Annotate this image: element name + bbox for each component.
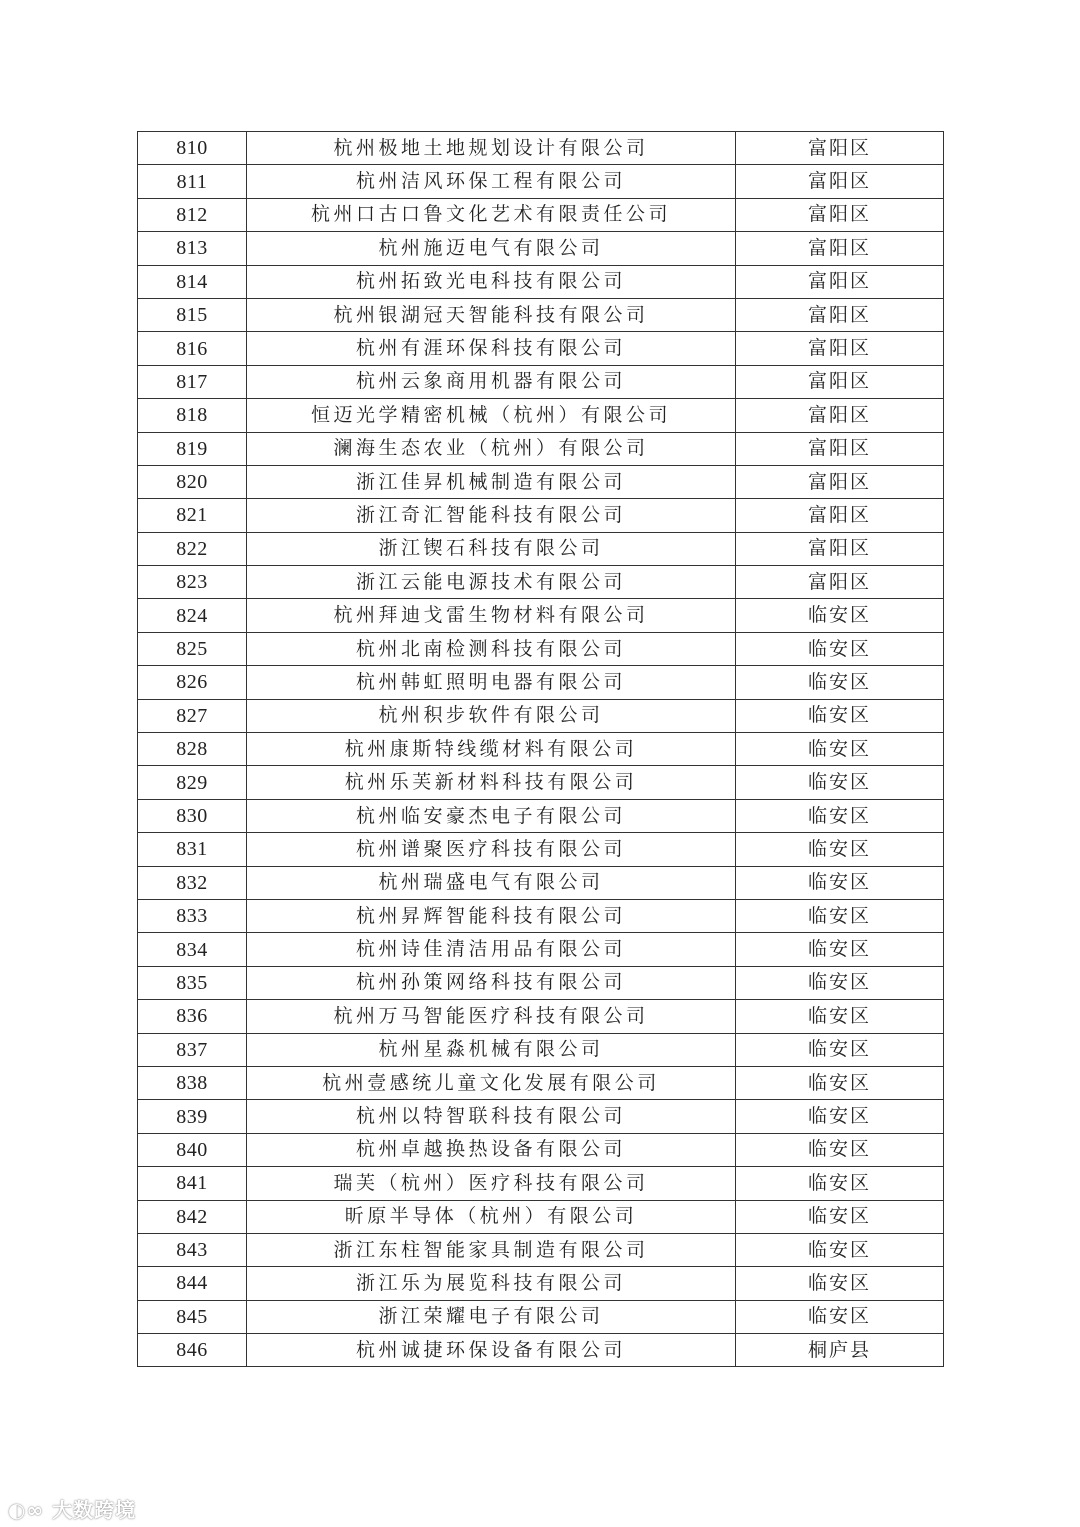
row-number: 837 xyxy=(138,1033,247,1066)
watermark-logo: ◐∞ 大数跨境 xyxy=(8,1498,137,1522)
company-name: 浙江奇汇智能科技有限公司 xyxy=(247,499,736,532)
company-name: 浙江荣耀电子有限公司 xyxy=(247,1300,736,1333)
company-name: 杭州星淼机械有限公司 xyxy=(247,1033,736,1066)
company-name: 杭州谱聚医疗科技有限公司 xyxy=(247,833,736,866)
table-row xyxy=(138,599,944,632)
row-number: 818 xyxy=(138,399,247,432)
district: 临安区 xyxy=(736,733,944,766)
company-name: 昕原半导体（杭州）有限公司 xyxy=(247,1200,736,1233)
table-row xyxy=(138,298,944,331)
company-name: 杭州口古口鲁文化艺术有限责任公司 xyxy=(247,198,736,231)
table-row xyxy=(138,265,944,298)
district: 富阳区 xyxy=(736,432,944,465)
table-row xyxy=(138,966,944,999)
district: 临安区 xyxy=(736,1133,944,1166)
table-row xyxy=(138,532,944,565)
row-number: 817 xyxy=(138,365,247,398)
row-number: 821 xyxy=(138,499,247,532)
row-number: 839 xyxy=(138,1100,247,1133)
row-number: 833 xyxy=(138,899,247,932)
row-number: 824 xyxy=(138,599,247,632)
table-row xyxy=(138,499,944,532)
row-number: 843 xyxy=(138,1233,247,1266)
company-name: 杭州拓致光电科技有限公司 xyxy=(247,265,736,298)
table-row xyxy=(138,566,944,599)
district: 临安区 xyxy=(736,799,944,832)
table-row xyxy=(138,933,944,966)
company-name: 杭州万马智能医疗科技有限公司 xyxy=(247,1000,736,1033)
company-name: 杭州孙策网络科技有限公司 xyxy=(247,966,736,999)
row-number: 834 xyxy=(138,933,247,966)
district: 富阳区 xyxy=(736,132,944,165)
row-number: 822 xyxy=(138,532,247,565)
district: 富阳区 xyxy=(736,165,944,198)
company-name: 杭州壹感统儿童文化发展有限公司 xyxy=(247,1066,736,1099)
table-row xyxy=(138,799,944,832)
table-row xyxy=(138,1300,944,1333)
company-name: 浙江东柱智能家具制造有限公司 xyxy=(247,1233,736,1266)
district: 临安区 xyxy=(736,1066,944,1099)
table-row xyxy=(138,866,944,899)
table-row xyxy=(138,1200,944,1233)
table-row xyxy=(138,1133,944,1166)
table-row xyxy=(138,1033,944,1066)
company-name: 恒迈光学精密机械（杭州）有限公司 xyxy=(247,399,736,432)
company-name: 杭州洁风环保工程有限公司 xyxy=(247,165,736,198)
company-name: 浙江云能电源技术有限公司 xyxy=(247,566,736,599)
company-name: 杭州以特智联科技有限公司 xyxy=(247,1100,736,1133)
district: 富阳区 xyxy=(736,566,944,599)
district: 临安区 xyxy=(736,933,944,966)
row-number: 823 xyxy=(138,566,247,599)
district: 富阳区 xyxy=(736,465,944,498)
table-row xyxy=(138,1233,944,1266)
district: 富阳区 xyxy=(736,198,944,231)
table-row xyxy=(138,899,944,932)
company-name: 杭州施迈电气有限公司 xyxy=(247,232,736,265)
table-row xyxy=(138,1100,944,1133)
company-name: 杭州诗佳清洁用品有限公司 xyxy=(247,933,736,966)
row-number: 841 xyxy=(138,1167,247,1200)
table-row xyxy=(138,1267,944,1300)
company-name: 浙江乐为展览科技有限公司 xyxy=(247,1267,736,1300)
district: 临安区 xyxy=(736,1267,944,1300)
row-number: 812 xyxy=(138,198,247,231)
table-row xyxy=(138,632,944,665)
table-row xyxy=(138,699,944,732)
district: 临安区 xyxy=(736,1033,944,1066)
table-row xyxy=(138,1066,944,1099)
table-row xyxy=(138,132,944,165)
district: 临安区 xyxy=(736,866,944,899)
table-row xyxy=(138,833,944,866)
row-number: 842 xyxy=(138,1200,247,1233)
district: 临安区 xyxy=(736,632,944,665)
table-row xyxy=(138,365,944,398)
row-number: 810 xyxy=(138,132,247,165)
row-number: 825 xyxy=(138,632,247,665)
table-row xyxy=(138,666,944,699)
table-row xyxy=(138,198,944,231)
row-number: 844 xyxy=(138,1267,247,1300)
company-name: 杭州康斯特线缆材料有限公司 xyxy=(247,733,736,766)
district: 临安区 xyxy=(736,699,944,732)
row-number: 840 xyxy=(138,1133,247,1166)
company-name: 杭州有涯环保科技有限公司 xyxy=(247,332,736,365)
district: 临安区 xyxy=(736,1167,944,1200)
company-name: 杭州积步软件有限公司 xyxy=(247,699,736,732)
company-name: 杭州乐芙新材料科技有限公司 xyxy=(247,766,736,799)
company-name: 浙江锲石科技有限公司 xyxy=(247,532,736,565)
district: 桐庐县 xyxy=(736,1334,944,1367)
district: 富阳区 xyxy=(736,298,944,331)
row-number: 832 xyxy=(138,866,247,899)
row-number: 845 xyxy=(138,1300,247,1333)
district: 富阳区 xyxy=(736,265,944,298)
row-number: 820 xyxy=(138,465,247,498)
row-number: 816 xyxy=(138,332,247,365)
district: 富阳区 xyxy=(736,532,944,565)
company-name: 澜海生态农业（杭州）有限公司 xyxy=(247,432,736,465)
table-row xyxy=(138,232,944,265)
row-number: 815 xyxy=(138,298,247,331)
row-number: 819 xyxy=(138,432,247,465)
row-number: 811 xyxy=(138,165,247,198)
company-list-table xyxy=(137,131,944,1367)
row-number: 830 xyxy=(138,799,247,832)
company-name: 杭州韩虹照明电器有限公司 xyxy=(247,666,736,699)
company-name: 杭州银湖冠天智能科技有限公司 xyxy=(247,298,736,331)
district: 临安区 xyxy=(736,1000,944,1033)
table-row xyxy=(138,1167,944,1200)
district: 临安区 xyxy=(736,1200,944,1233)
row-number: 838 xyxy=(138,1066,247,1099)
company-name: 杭州云象商用机器有限公司 xyxy=(247,365,736,398)
company-name: 浙江佳昇机械制造有限公司 xyxy=(247,465,736,498)
district: 临安区 xyxy=(736,833,944,866)
district: 临安区 xyxy=(736,966,944,999)
company-name: 杭州临安豪杰电子有限公司 xyxy=(247,799,736,832)
row-number: 835 xyxy=(138,966,247,999)
table-row xyxy=(138,733,944,766)
district: 临安区 xyxy=(736,1100,944,1133)
table-row xyxy=(138,432,944,465)
company-name: 杭州昇辉智能科技有限公司 xyxy=(247,899,736,932)
district: 富阳区 xyxy=(736,232,944,265)
row-number: 828 xyxy=(138,733,247,766)
company-name: 杭州瑞盛电气有限公司 xyxy=(247,866,736,899)
table-row xyxy=(138,1000,944,1033)
table-row xyxy=(138,165,944,198)
table-row xyxy=(138,1334,944,1367)
table-row xyxy=(138,465,944,498)
row-number: 827 xyxy=(138,699,247,732)
row-number: 813 xyxy=(138,232,247,265)
district: 富阳区 xyxy=(736,399,944,432)
company-name: 杭州卓越换热设备有限公司 xyxy=(247,1133,736,1166)
table-row xyxy=(138,399,944,432)
district: 临安区 xyxy=(736,666,944,699)
district: 富阳区 xyxy=(736,365,944,398)
district: 临安区 xyxy=(736,599,944,632)
district: 临安区 xyxy=(736,766,944,799)
row-number: 836 xyxy=(138,1000,247,1033)
table-row xyxy=(138,332,944,365)
row-number: 826 xyxy=(138,666,247,699)
table-row xyxy=(138,766,944,799)
district: 富阳区 xyxy=(736,332,944,365)
company-name: 瑞芙（杭州）医疗科技有限公司 xyxy=(247,1167,736,1200)
row-number: 831 xyxy=(138,833,247,866)
district: 临安区 xyxy=(736,1300,944,1333)
row-number: 829 xyxy=(138,766,247,799)
company-name: 杭州极地土地规划设计有限公司 xyxy=(247,132,736,165)
district: 富阳区 xyxy=(736,499,944,532)
row-number: 814 xyxy=(138,265,247,298)
district: 临安区 xyxy=(736,899,944,932)
company-name: 杭州拜迪戈雷生物材料有限公司 xyxy=(247,599,736,632)
company-name: 杭州诚捷环保设备有限公司 xyxy=(247,1334,736,1367)
district: 临安区 xyxy=(736,1233,944,1266)
company-name: 杭州北南检测科技有限公司 xyxy=(247,632,736,665)
row-number: 846 xyxy=(138,1334,247,1367)
